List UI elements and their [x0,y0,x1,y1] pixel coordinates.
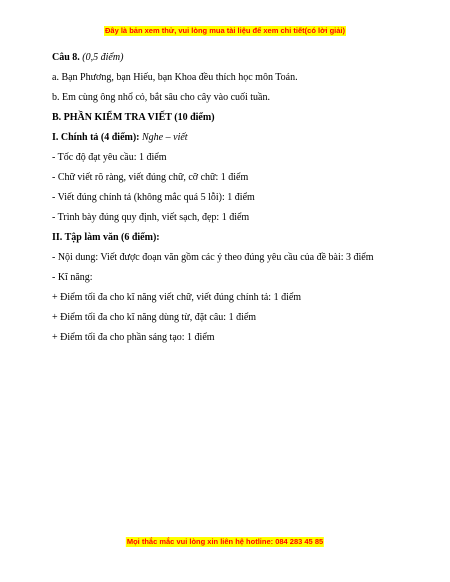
part-1-heading [52,131,422,144]
criteria-item: - Chữ viết rõ ràng, viết đúng chữ, cỡ chữ: 1 điểm [52,172,249,183]
criteria-item: - Viết đúng chính tả (không mắc quá 5 lỗi): 1 điểm [52,192,255,203]
section-b-title: B. PHẦN KIỂM TRA VIẾT (10 điểm) [52,112,215,123]
scoring-item: + Điểm tối đa cho kĩ năng dùng từ, đặt câu: 1 điểm [52,312,257,323]
criteria-item: - Trình bày đúng quy định, viết sạch, đẹp: 1 điểm [52,212,250,223]
hotline-notice-banner: Mọi thắc mắc vui lòng xin liên hệ hotline: 084 283 45 85 [126,537,324,546]
part-1-title: I. Chính tả (4 điểm): [52,132,140,143]
scoring-item: - Kĩ năng: [52,272,93,283]
question-8-label: Câu 8. [52,52,80,63]
scoring-item: + Điểm tối đa cho phần sáng tạo: 1 điểm [52,332,215,343]
question-8-points: (0,5 điểm) [82,52,124,63]
scoring-item: - Nội dung: Viết được đoạn văn gồm các ý theo đúng yêu cầu của đề bài: 3 điểm [52,252,374,263]
preview-notice-banner: Đây là bản xem thử, vui lòng mua tài liệu để xem chi tiết(có lời giải) [105,26,345,35]
document-body [52,51,422,351]
scoring-item: + Điểm tối đa cho kĩ năng viết chữ, viết đúng chính tả: 1 điểm [52,292,302,303]
answer-b: b. Em cùng ông nhổ cỏ, bắt sâu cho cây vào cuối tuần. [52,92,270,103]
part-1-subtitle: Nghe – viết [142,132,188,143]
answer-a: a. Bạn Phương, bạn Hiếu, bạn Khoa đều thích học môn Toán. [52,72,298,83]
question-8-heading [52,51,422,64]
criteria-item: - Tốc độ đạt yêu cầu: 1 điểm [52,152,167,163]
part-2-title: II. Tập làm văn (6 điểm): [52,232,160,243]
